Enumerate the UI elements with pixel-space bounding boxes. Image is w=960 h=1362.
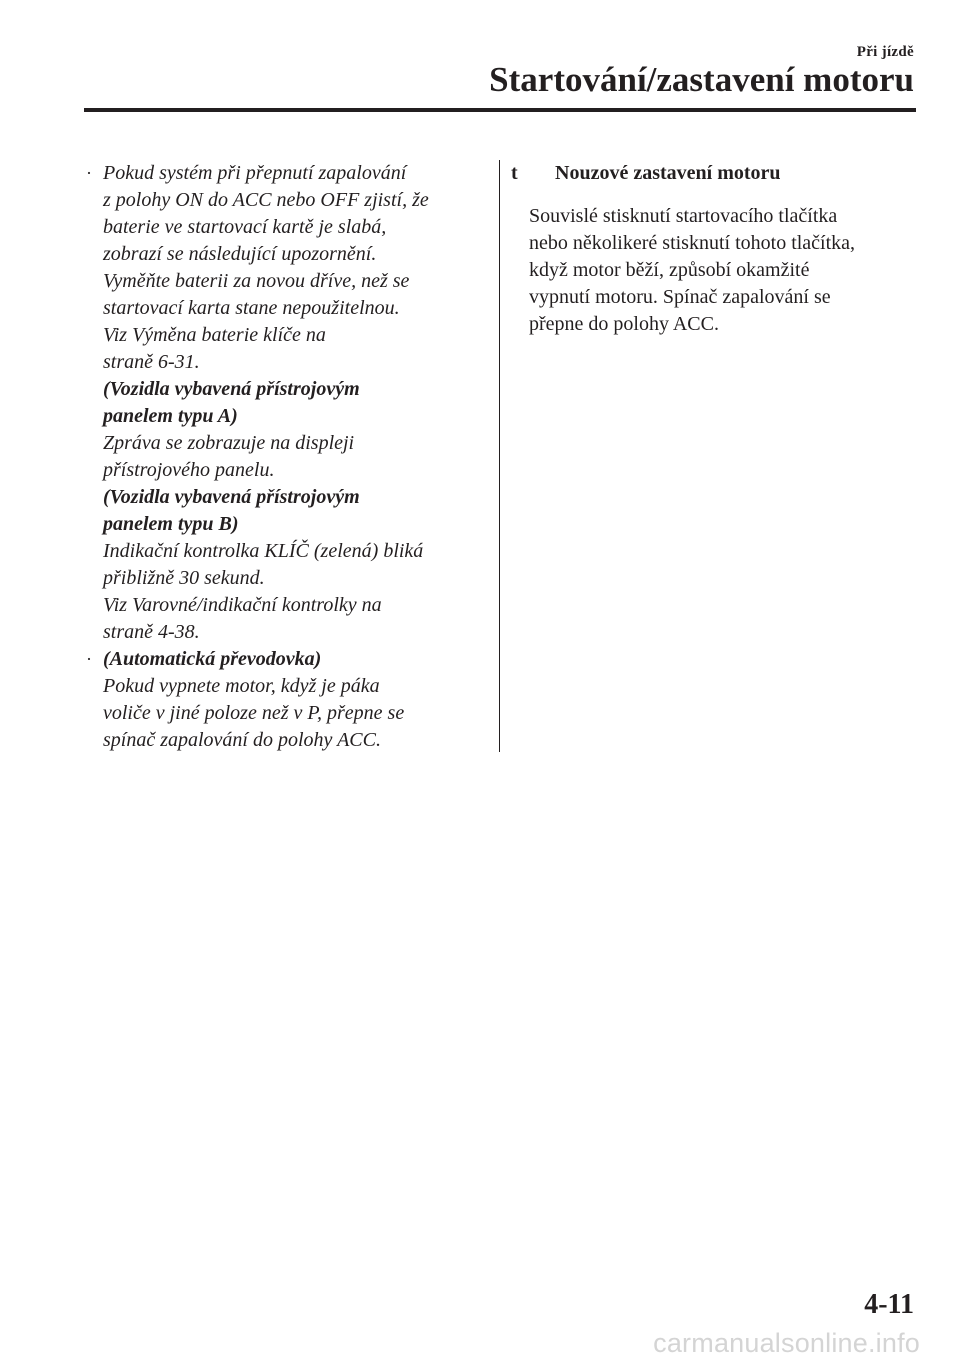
bullet-mark: · <box>86 649 92 669</box>
text-line: zobrazí se následující upozornění. <box>103 243 377 265</box>
text-line: Viz Varovné/indikační kontrolky na <box>103 594 382 616</box>
left-column <box>84 160 484 754</box>
text-line: vypnutí motoru. Spínač zapalování se <box>529 286 831 308</box>
text-line: Viz Výměna baterie klíče na <box>103 324 326 346</box>
text-line: nebo několikeré stisknutí tohoto tlačítka, <box>529 232 856 254</box>
vehicle-variant-label: panelem typu B) <box>103 513 239 535</box>
header-rule <box>84 108 916 112</box>
right-column <box>511 160 911 338</box>
watermark: carmanualsonline.info <box>653 1328 920 1358</box>
text-line: z polohy ON do ACC nebo OFF zjistí, že <box>103 189 429 211</box>
bullet-item <box>84 646 484 754</box>
text-line: Pokud systém při přepnutí zapalování <box>103 162 407 184</box>
text-line: přístrojového panelu. <box>103 459 275 481</box>
sub-heading <box>511 160 911 187</box>
heading-marker: t <box>511 162 518 184</box>
vehicle-variant-label: panelem typu A) <box>103 405 238 427</box>
bullet-mark: · <box>86 163 92 183</box>
vehicle-variant-label: (Automatická převodovka) <box>103 648 322 670</box>
text-line: Zpráva se zobrazuje na displeji <box>103 432 355 454</box>
text-line: voliče v jiné poloze než v P, přepne se <box>103 702 405 724</box>
vehicle-variant-label: (Vozidla vybavená přístrojovým <box>103 378 360 400</box>
page-number: 4-11 <box>864 1289 914 1320</box>
sub-heading-text: Nouzové zastavení motoru <box>555 162 781 184</box>
text-line: spínač zapalování do polohy ACC. <box>103 729 381 751</box>
text-line: Vyměňte baterii za novou dříve, než se <box>103 270 410 292</box>
page-title: Startování/zastavení motoru <box>489 60 914 99</box>
text-line: baterie ve startovací kartě je slabá, <box>103 216 387 238</box>
text-line: Indikační kontrolka KLÍČ (zelená) bliká <box>103 540 424 562</box>
column-divider <box>499 160 500 752</box>
text-line: Souvislé stisknutí startovacího tlačítka <box>529 205 838 227</box>
text-line: přibližně 30 sekund. <box>103 567 265 589</box>
text-line: startovací karta stane nepoužitelnou. <box>103 297 400 319</box>
text-line: přepne do polohy ACC. <box>529 313 719 335</box>
vehicle-variant-label: (Vozidla vybavená přístrojovým <box>103 486 360 508</box>
text-line: straně 6-31. <box>103 351 200 373</box>
text-line: straně 4-38. <box>103 621 200 643</box>
text-line: když motor běží, způsobí okamžité <box>529 259 810 281</box>
paragraph <box>511 203 911 338</box>
section-label: Při jízdě <box>856 44 914 60</box>
text-line: Pokud vypnete motor, když je páka <box>103 675 380 697</box>
bullet-item <box>84 160 484 646</box>
